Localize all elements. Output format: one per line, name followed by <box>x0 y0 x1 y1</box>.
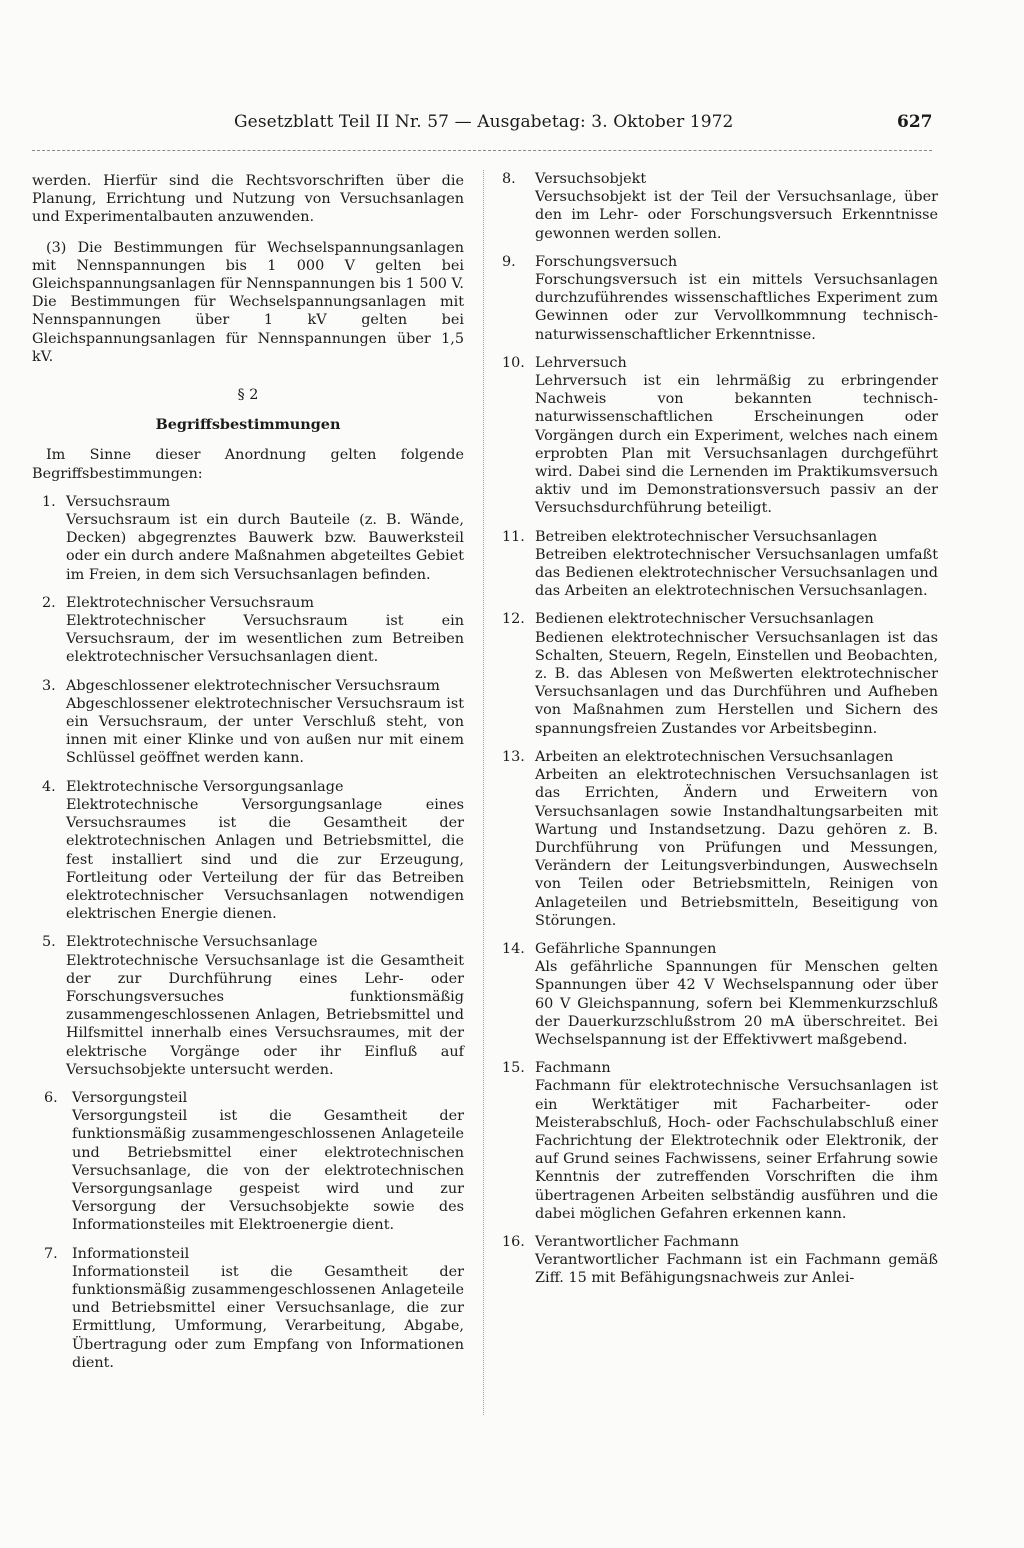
definition-term: Lehrversuch <box>535 354 627 371</box>
section-number: § 2 <box>237 387 259 404</box>
definition-number: 7. <box>44 1245 58 1262</box>
left-column <box>32 172 464 1372</box>
definition-term: Fachmann <box>535 1060 611 1077</box>
continuation-paragraph: werden. Hierfür sind die Rechtsvorschriften über die Planung, Errichtung und Nutzung von Versuchsanlagen und Experimentalbauten anzuwenden. <box>32 173 464 226</box>
definition-item <box>32 493 464 584</box>
definition-item <box>502 354 938 518</box>
page-number: 627 <box>897 112 933 132</box>
definition-number: 16. <box>502 1233 525 1250</box>
definition-number: 13. <box>502 748 525 765</box>
definition-term: Versuchsobjekt <box>535 171 647 187</box>
definition-term: Informationsteil <box>72 1245 190 1262</box>
definition-text: Elektrotechnischer Versuchsraum ist ein Versuchsraum, der im wesentlichen zum Betreiben elektrotechnischer Versuchsanlagen dient. <box>66 613 464 666</box>
definition-term: Elektrotechnischer Versuchsraum <box>66 594 315 611</box>
definition-number: 3. <box>42 677 56 694</box>
header-title: Gesetzblatt Teil II Nr. 57 — Ausgabetag: 3. Oktober 1972 <box>234 112 734 132</box>
definition-item <box>32 1245 464 1372</box>
definition-text: Abgeschlossener elektrotechnischer Versuchsraum ist ein Versuchsraum, der unter Verschluß steht, von innen mit einer Klinke und von außen nur mit einem Schlüssel geöffnet werden kann. <box>66 695 464 767</box>
definition-term: Arbeiten an elektrotechnischen Versuchsanlagen <box>535 748 894 765</box>
definition-term: Versuchsraum <box>66 493 171 510</box>
definitions-intro: Im Sinne dieser Anordnung gelten folgende Begriffsbestimmungen: <box>32 447 464 482</box>
definition-item <box>32 594 464 667</box>
column-divider <box>483 170 484 1415</box>
definition-item <box>502 1059 938 1223</box>
definition-text: Betreiben elektrotechnischer Versuchsanlagen umfaßt das Bedienen elektrotechnischer Versuchsanlagen und das Arbeiten an elektrotechnischen Versuchsanlagen. <box>535 546 938 600</box>
definition-number: 10. <box>502 354 525 371</box>
definition-item <box>32 933 464 1079</box>
definition-number: 15. <box>502 1060 525 1077</box>
definition-term: Betreiben elektrotechnischer Versuchsanlagen <box>535 528 878 545</box>
definition-text: Versuchsobjekt ist der Teil der Versuchsanlage, über den im Lehr- oder Forschungsversuch Erkenntnisse gewonnen werden sollen. <box>535 189 938 242</box>
definition-text: Als gefährliche Spannungen für Menschen gelten Spannungen über 42 V Wechselspannung oder über 60 V Gleichspannung, sofern bei Klemmenkurzschluß der Dauerkurzschlußstrom 20 mA überschreitet. Bei Wechselspannung ist der Effektivwert maßgebend. <box>535 959 938 1048</box>
definition-number: 2. <box>42 594 56 611</box>
definition-item <box>502 528 938 601</box>
definition-text: Arbeiten an elektrotechnischen Versuchsanlagen ist das Errichten, Ändern und Erweitern von Versuchsanlagen sowie Instandhaltungsarbeiten mit Wartung und Instandsetzung. Dazu gehören z. B. Durchführung von Prüfungen und Messungen, Verändern der Leitungsverbindungen, Auswechseln von Teilen oder Betriebsmitteln, Reinigen von Anlageteilen und Betriebsmitteln, Beseitigung von Störungen. <box>535 767 938 929</box>
definition-text: Bedienen elektrotechnischer Versuchsanlagen ist das Schalten, Steuern, Regeln, Einstellen und Beobachten, z. B. das Ablesen von Meßwerten elektrotechnischer Versuchsanlagen und das Durchführen und Aufheben von Maßnahmen zum Herstellen und Sichern des spannungsfreien Zustandes vor Arbeitsbeginn. <box>535 629 938 737</box>
definition-item <box>502 748 938 930</box>
definition-term: Elektrotechnische Versorgungsanlage <box>66 778 344 795</box>
definition-text: Lehrversuch ist ein lehrmäßig zu erbringender Nachweis von bekannten technisch-naturwissenschaftlichen Erscheinungen oder Vorgängen durch ein Experiment, welches nach einem erprobten Plan mit Versuchsanlagen durchgeführt wird. Dabei sind die Lernenden im Praktikumsversuch aktiv und im Demonstrationsversuch passiv an der Versuchsdurchführung beteiligt. <box>535 373 938 517</box>
definition-item <box>502 610 938 737</box>
definition-term: Bedienen elektrotechnischer Versuchsanlagen <box>535 611 874 628</box>
definition-term: Verantwortlicher Fachmann <box>535 1233 739 1250</box>
definition-number: 12. <box>502 611 525 628</box>
definition-text: Elektrotechnische Versorgungsanlage eines Versuchsraumes ist die Gesamtheit der elektrotechnischen Anlagen und Betriebsmittel, die fest installiert sind und die zur Erzeugung, Fortleitung oder Verteilung der für das Betreiben elektrotechnischer Versuchsanlagen notwendigen elektrischen Energie dienen. <box>66 796 464 923</box>
definition-term: Elektrotechnische Versuchsanlage <box>66 934 318 951</box>
definition-item <box>502 1233 938 1288</box>
definition-text: Elektrotechnische Versuchsanlage ist die Gesamtheit der zur Durchführung eines Lehr- oder Forschungsversuches funktionsmäßig zusammengeschlossenen Anlagen, Betriebsmittel und Hilfsmittel innerhalb eines Versuchsraumes, mit der elektrische Vorgänge oder ihr Einfluß auf Versuchsobjekte untersucht werden. <box>66 952 464 1078</box>
definition-item <box>32 778 464 924</box>
right-column <box>502 170 938 1288</box>
definition-text: Versuchsraum ist ein durch Bauteile (z. B. Wände, Decken) abgegrenztes Bauwerk bzw. Bauwerksteil oder ein durch andere Maßnahmen abgeteiltes Gebiet im Freien, in dem sich Versuchsanlagen befinden. <box>66 512 464 583</box>
definition-item <box>32 1089 464 1235</box>
definition-term: Forschungsversuch <box>535 253 678 270</box>
definition-text: Versorgungsteil ist die Gesamtheit der funktionsmäßig zusammengeschlossenen Anlageteile und Betriebsmittel einer elektrotechnischen Versuchsanlage, die von der elektrotechnischen Versorgungsanlage gespeist wird und zur Versorgung der Versuchsobjekte sowie des Informationsteiles mit Elektroenergie dient. <box>72 1108 464 1234</box>
definition-item <box>502 253 938 344</box>
paragraph-3: (3) Die Bestimmungen für Wechselspannungsanlagen mit Nennspannungen bis 1 000 V gelten bei Gleichspannungsanlagen für Nennspannungen bis 1 500 V. Die Bestimmungen für Wechselspannungsanlagen mit Nennspannungen über 1 kV gelten bei Gleichspannungsanlagen für Nennspannungen über 1,5 kV. <box>32 239 464 365</box>
section-heading: Begriffsbestimmungen <box>155 416 341 434</box>
definition-item <box>32 677 464 768</box>
definition-item <box>502 170 938 243</box>
definition-term: Versorgungsteil <box>72 1089 188 1106</box>
definition-number: 14. <box>502 940 525 957</box>
definition-number: 6. <box>44 1089 58 1106</box>
definition-text: Verantwortlicher Fachmann ist ein Fachmann gemäß Ziff. 15 mit Befähigungsnachweis zur Anlei- <box>535 1252 938 1287</box>
definition-term: Gefährliche Spannungen <box>535 940 717 957</box>
definition-number: 5. <box>42 934 56 951</box>
definition-number: 9. <box>502 253 516 270</box>
definition-number: 4. <box>42 778 56 795</box>
header-rule <box>32 150 932 151</box>
definition-text: Fachmann für elektrotechnische Versuchsanlagen ist ein Werktätiger mit Facharbeiter- oder Meisterabschluß, Hoch- oder Fachschulabschluß einer Fachrichtung der Elektrotechnik oder Elektronik, der auf Grund seines Fachwissens, seiner Erfahrung sowie Kenntnis der zutreffenden Vorschriften die ihm übertragenen Arbeiten selbständig ausführen und die dabei möglichen Gefahren erkennen kann. <box>535 1078 938 1222</box>
definition-number: 1. <box>42 493 56 510</box>
page-header <box>0 112 1024 142</box>
definition-number: 11. <box>502 528 525 545</box>
definition-text: Forschungsversuch ist ein mittels Versuchsanlagen durchzuführendes wissenschaftliches Experiment zum Gewinnen oder zur Vervollkommnung technisch-naturwissenschaftlicher Erkenntnisse. <box>535 272 938 343</box>
definition-number: 8. <box>502 171 516 187</box>
definition-term: Abgeschlossener elektrotechnischer Versuchsraum <box>66 677 440 694</box>
definition-text: Informationsteil ist die Gesamtheit der funktionsmäßig zusammengeschlossenen Anlageteile und Betriebsmittel einer Versuchsanlage, die zur Ermittlung, Umformung, Verarbeitung, Abgabe, Übertragung oder zum Empfang von Informationen dient. <box>72 1263 464 1371</box>
definition-item <box>502 940 938 1049</box>
